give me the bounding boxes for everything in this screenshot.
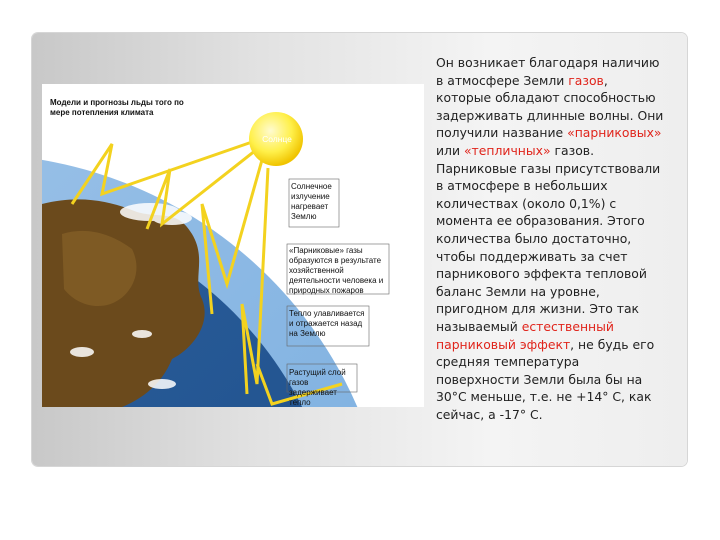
label-solar-radiation: Солнечное излучение нагревает Землю — [291, 182, 332, 221]
label-greenhouse-gases: «Парниковые» газы образуются в результате хозяйственной деятельности человека и природных пожаров — [289, 246, 384, 295]
sun-label: Солнце — [262, 134, 292, 144]
greenhouse-diagram — [42, 84, 424, 407]
label-gas-layer: Растущий слой газов задерживает тепло — [289, 368, 346, 407]
figure-caption: Модели и прогнозы льды того по мере потепления климата — [50, 98, 184, 117]
body-paragraph: Он возникает благодаря наличию в атмосфере Земли газов, которые обладают способностью задерживать длинные волны. Они получили название «парниковых» или «тепличных» газов. Парниковые газы присутствовали в атмосфере в небольших количествах (около 0,1%) с момента ее образования. Этого количества было достаточно, чтобы поддерживать за счет парникового эффекта тепловой баланс Земли на уровне, пригодном для жизни. Это так называемый естественный парниковый эффект, не будь его средняя температура поверхности Земли была бы на 30°С меньше, т.е. не +14° С, как сейчас, а -17° С. — [436, 55, 664, 422]
label-heat-trapped: Тепло улавливается и отражается назад на Землю — [289, 309, 365, 338]
